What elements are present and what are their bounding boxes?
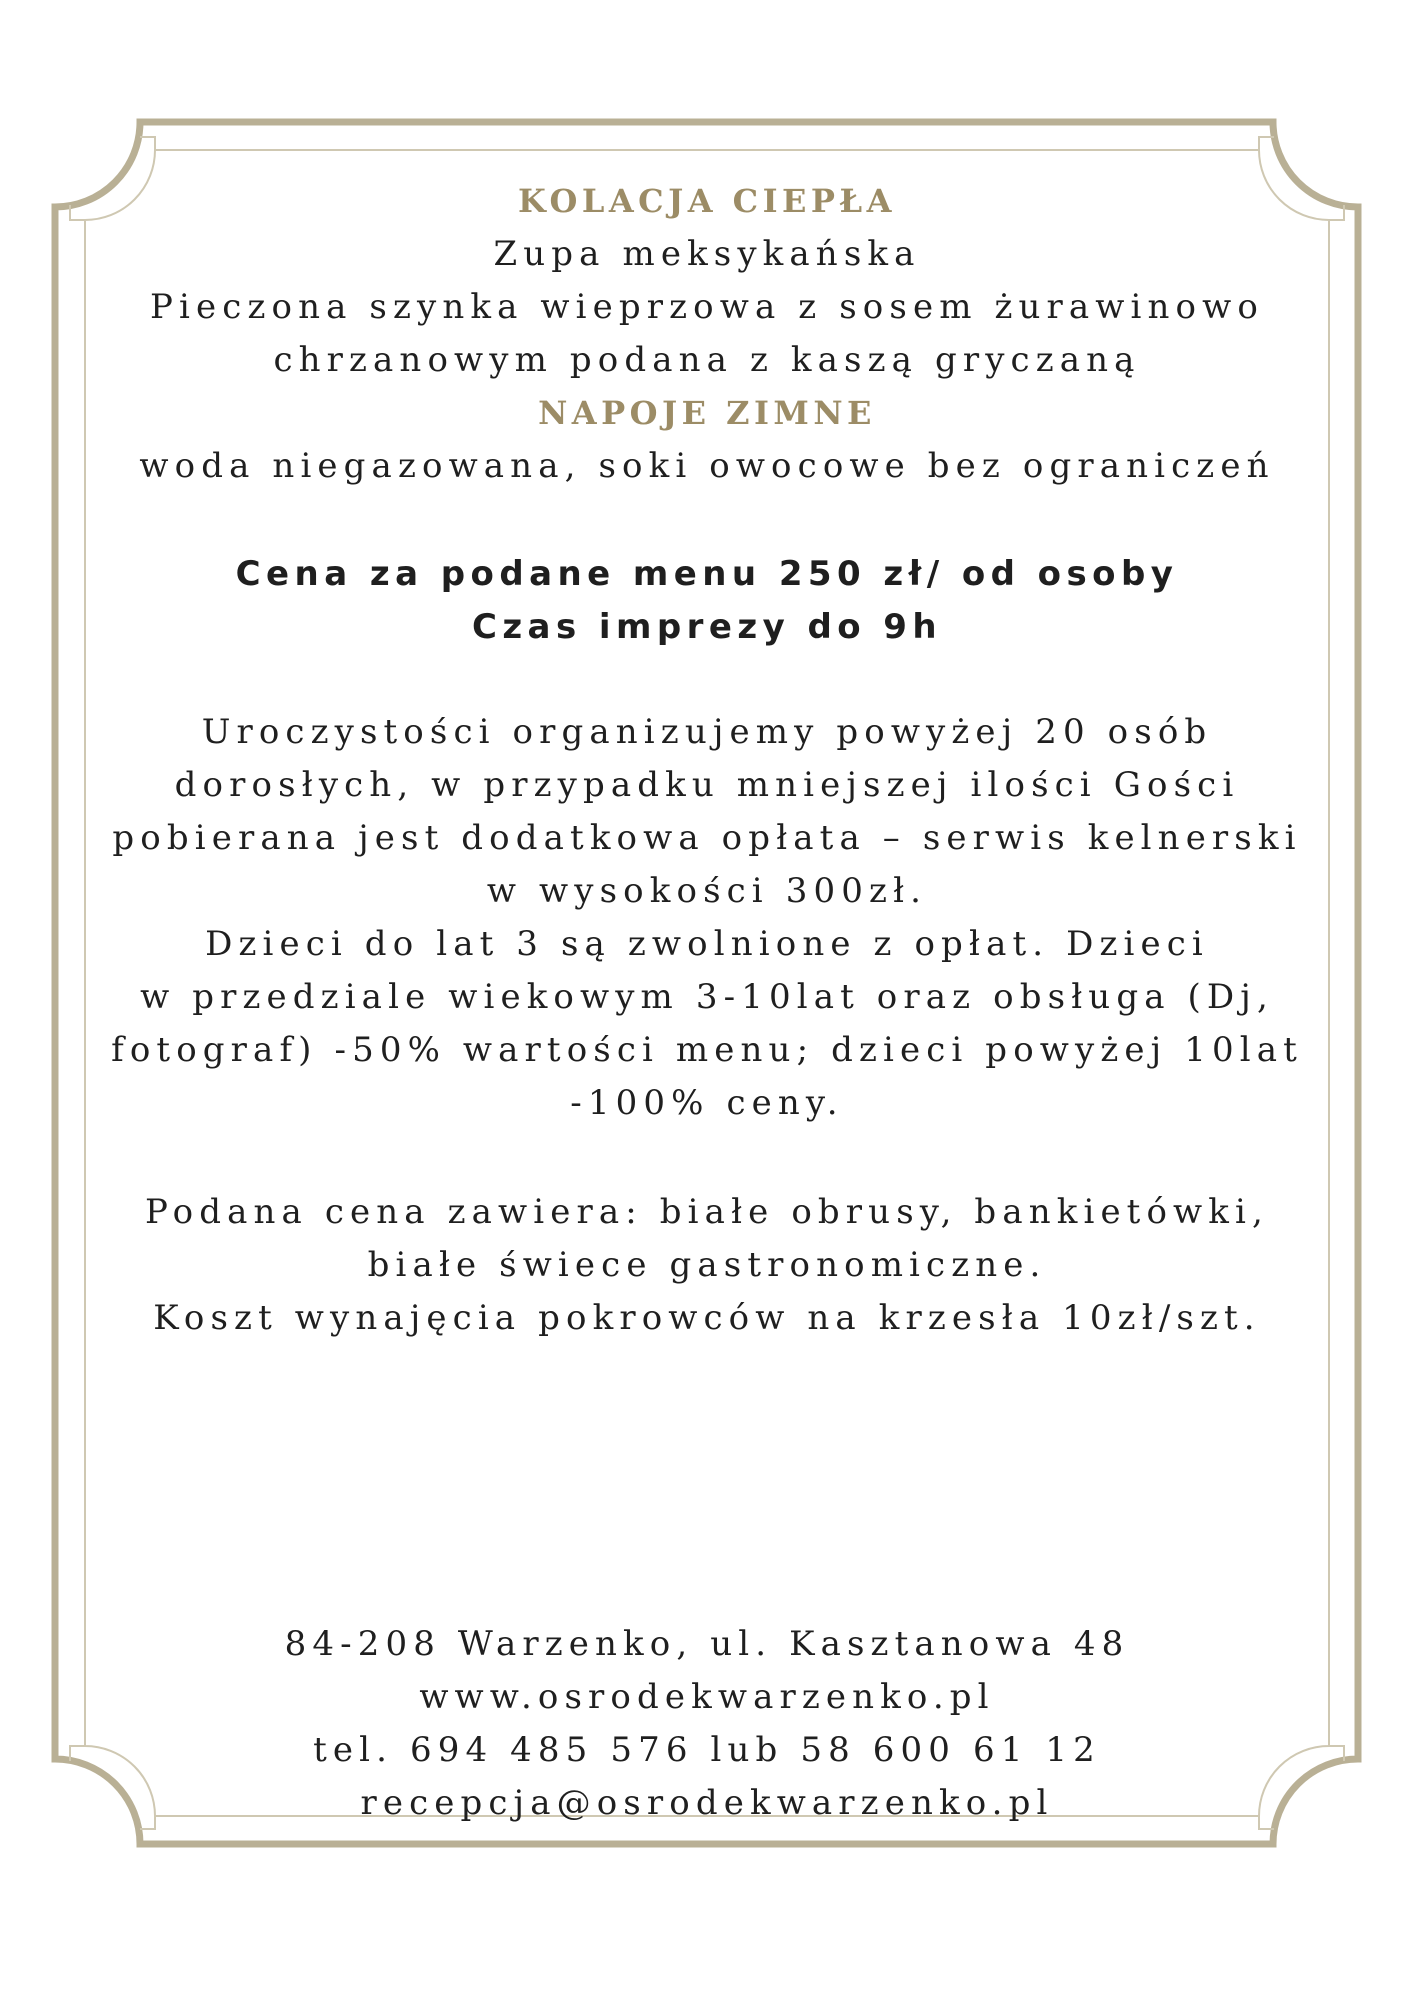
- terms-line: dorosłych, w przypadku mniejszej ilości Gości: [174, 765, 1240, 805]
- price-per-person: Cena za podane menu 250 zł/ od osoby: [235, 554, 1179, 594]
- terms-line: -100% ceny.: [570, 1083, 844, 1123]
- drinks-item: woda niegazowana, soki owocowe bez ograniczeń: [139, 446, 1275, 486]
- dinner-heading: KOLACJA CIEPŁA: [518, 182, 896, 220]
- drinks-heading: NAPOJE ZIMNE: [538, 394, 876, 432]
- menu-item: chrzanowym podana z kaszą gryczaną: [273, 340, 1141, 380]
- included-line: Podana cena zawiera: białe obrusy, bankietówki,: [145, 1192, 1269, 1232]
- contact-phone[interactable]: tel. 694 485 576 lub 58 600 61 12: [313, 1730, 1101, 1770]
- price-section: [110, 548, 1304, 654]
- included-line: białe świece gastronomiczne.: [367, 1245, 1047, 1285]
- included-line: Koszt wynajęcia pokrowców na krzesła 10zł/szt.: [153, 1298, 1261, 1338]
- terms-section: [110, 706, 1304, 1130]
- terms-line: Dzieci do lat 3 są zwolnione z opłat. Dzieci: [205, 924, 1209, 964]
- contact-section: [110, 1618, 1304, 1830]
- contact-address: 84-208 Warzenko, ul. Kasztanowa 48: [284, 1624, 1130, 1664]
- terms-line: Uroczystości organizujemy powyżej 20 osób: [201, 712, 1213, 752]
- menu-item: Zupa meksykańska: [493, 234, 921, 274]
- terms-line: w wysokości 300zł.: [486, 871, 928, 911]
- menu-item: Pieczona szynka wieprzowa z sosem żurawinowo: [150, 287, 1264, 327]
- event-duration: Czas imprezy do 9h: [471, 607, 943, 647]
- terms-line: fotograf) -50% wartości menu; dzieci powyżej 10lat: [111, 1030, 1303, 1070]
- included-section: [110, 1186, 1304, 1345]
- contact-website-link[interactable]: www.osrodekwarzenko.pl: [419, 1677, 995, 1717]
- terms-line: pobierana jest dodatkowa opłata – serwis kelnerski: [112, 818, 1302, 858]
- contact-email-link[interactable]: recepcja@osrodekwarzenko.pl: [360, 1783, 1054, 1823]
- menu-section: [110, 175, 1304, 493]
- terms-line: w przedziale wiekowym 3-10lat oraz obsługa (Dj,: [140, 977, 1274, 1017]
